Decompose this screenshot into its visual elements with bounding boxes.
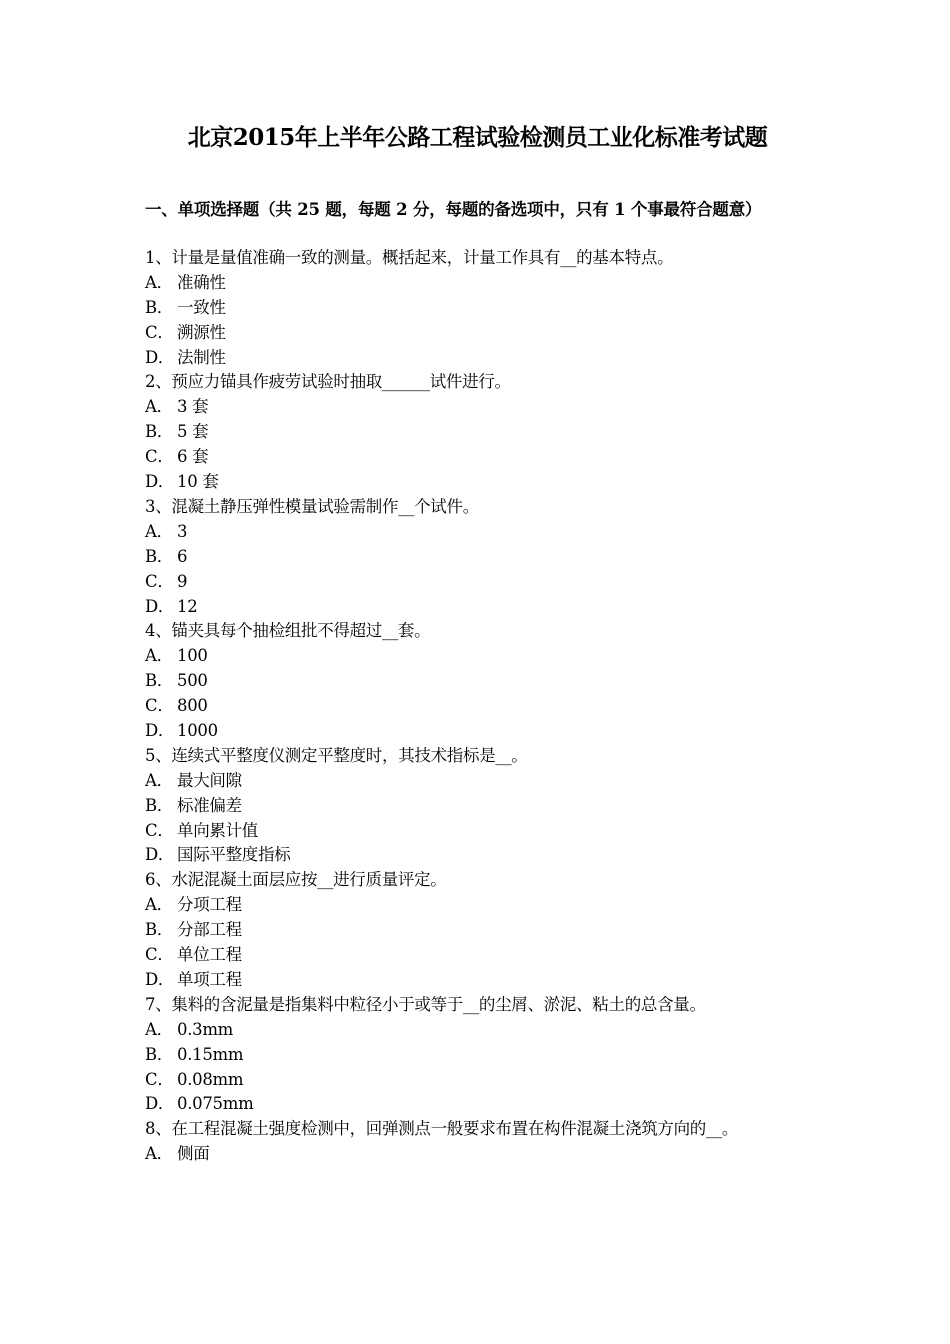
section-heading: 一、单项选择题（共 25 题，每题 2 分，每题的备选项中，只有 1 个事最符合题意） [145,200,762,219]
option-text: 国际平整度指标 [177,845,291,865]
option-text: 法制性 [177,347,226,367]
option-text: 1000 [177,720,218,740]
question-stem: 2、预应力锚具作疲劳试验时抽取______试件进行。 [145,372,511,392]
option-letter: A． [145,1019,173,1039]
option-text: 3 [177,521,188,541]
option-letter: C． [145,322,174,342]
question-list [145,246,810,1167]
option-item [145,843,810,868]
option-letter: B． [145,297,174,317]
option-item [145,570,810,595]
option-letter: A． [145,272,173,292]
document-title: 北京2015年上半年公路工程试验检测员工业化标准考试题 [187,124,768,151]
question-stem: 5、连续式平整度仪测定平整度时，其技术指标是__。 [145,745,528,765]
option-item [145,1043,810,1068]
option-text: 一致性 [177,297,226,317]
question-stem: 3、混凝土静压弹性模量试验需制作__个试件。 [145,496,479,516]
option-text: 分部工程 [177,920,242,940]
option-letter: D． [145,845,175,865]
option-text: 单项工程 [177,969,242,989]
option-letter: D． [145,1094,175,1114]
option-text: 最大间隙 [177,770,242,790]
option-text: 100 [177,646,208,666]
option-letter: B． [145,795,174,815]
option-letter: D． [145,720,175,740]
option-letter: A． [145,521,173,541]
option-item [145,819,810,844]
option-text: 12 [177,596,198,616]
option-item [145,769,810,794]
option-letter: C． [145,1069,174,1089]
option-item [145,296,810,321]
option-text: 6 [177,546,188,566]
option-text: 溯源性 [177,322,226,342]
option-item [145,545,810,570]
option-letter: A． [145,770,173,790]
option-text: 0.08mm [177,1069,244,1089]
option-letter: A． [145,895,173,915]
option-item [145,794,810,819]
option-item [145,1018,810,1043]
option-item [145,1068,810,1093]
option-item [145,719,810,744]
option-item [145,595,810,620]
option-letter: B． [145,422,174,442]
option-letter: D． [145,472,175,492]
option-item [145,271,810,296]
option-text: 单位工程 [177,945,242,965]
option-text: 0.075mm [177,1094,254,1114]
option-text: 9 [177,571,188,591]
question-stem: 7、集料的含泥量是指集料中粒径小于或等于__的尘屑、淤泥、粘土的总含量。 [145,994,706,1014]
option-text: 10 套 [177,472,219,492]
option-text: 5 套 [177,422,209,442]
option-text: 分项工程 [177,895,242,915]
option-letter: A． [145,397,173,417]
option-item [145,893,810,918]
option-item [145,520,810,545]
option-letter: A． [145,646,173,666]
question-stem: 6、水泥混凝土面层应按__进行质量评定。 [145,870,447,890]
option-item [145,943,810,968]
option-text: 800 [177,696,208,716]
option-text: 0.15mm [177,1044,244,1064]
option-item [145,1142,810,1167]
option-item [145,1092,810,1117]
option-item [145,918,810,943]
option-letter: A． [145,1144,173,1164]
option-item [145,395,810,420]
option-letter: B． [145,920,174,940]
option-letter: D． [145,596,175,616]
option-letter: B． [145,1044,174,1064]
option-text: 侧面 [177,1144,210,1164]
option-letter: D． [145,969,175,989]
option-text: 3 套 [177,397,209,417]
option-item [145,968,810,993]
option-text: 单向累计值 [177,820,259,840]
option-item [145,644,810,669]
option-item [145,420,810,445]
option-letter: C． [145,945,174,965]
option-text: 6 套 [177,447,209,467]
question-stem: 1、计量是量值准确一致的测量。概括起来，计量工作具有__的基本特点。 [145,248,674,267]
option-item [145,694,810,719]
option-item [145,321,810,346]
question-stem: 4、锚夹具每个抽检组批不得超过__套。 [145,621,431,641]
option-letter: C． [145,571,174,591]
question-stem: 8、在工程混凝土强度检测中，回弹测点一般要求布置在构件混凝土浇筑方向的__。 [145,1119,739,1139]
option-text: 准确性 [177,272,226,292]
option-item [145,346,810,371]
option-letter: B． [145,546,174,566]
option-letter: C． [145,820,174,840]
option-item [145,669,810,694]
option-letter: B． [145,671,174,691]
option-text: 0.3mm [177,1019,234,1039]
option-letter: C． [145,447,174,467]
option-item [145,445,810,470]
option-item [145,470,810,495]
option-letter: D． [145,347,175,367]
option-letter: C． [145,696,174,716]
option-text: 标准偏差 [177,795,242,815]
option-text: 500 [177,671,208,691]
